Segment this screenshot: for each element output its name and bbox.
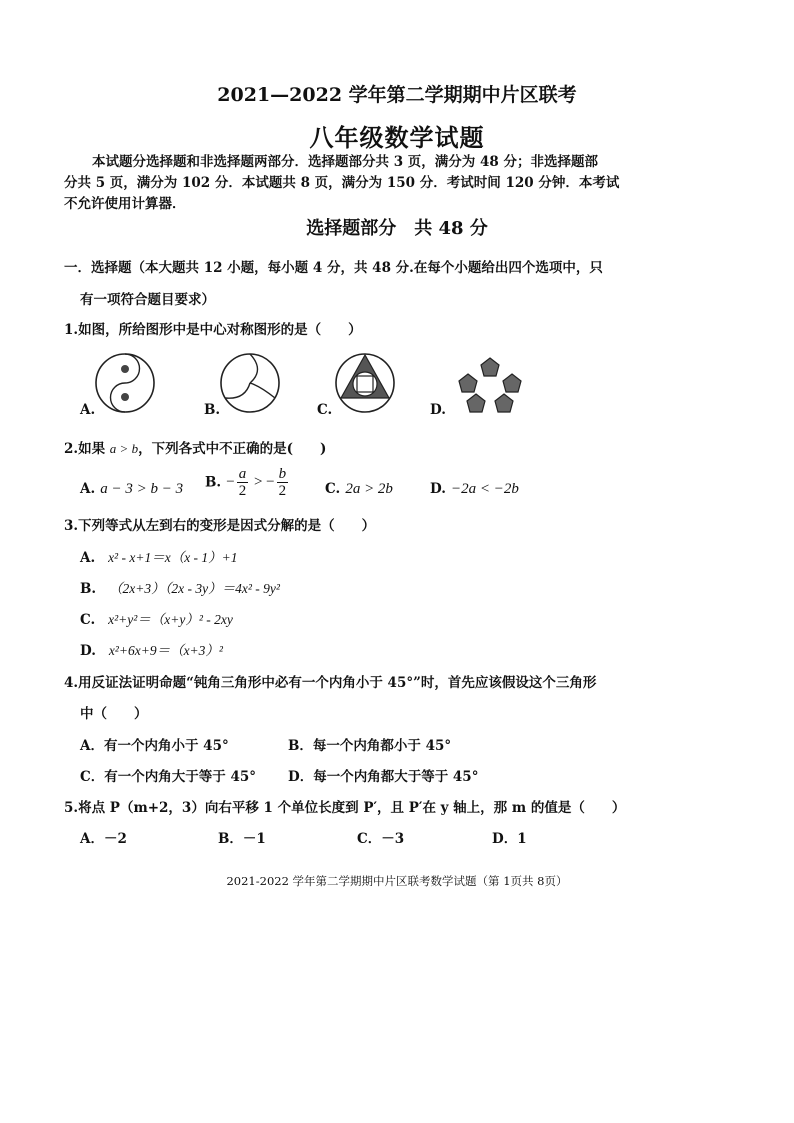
figure-b-spiral-icon [221, 354, 279, 412]
figure-a-yin-yang-icon [96, 354, 154, 412]
question-3-option-d: D. x²+6x+9＝（x+3）² [80, 643, 223, 659]
exam-title: 2021—2022 学年第二学期期中片区联考 [217, 84, 577, 106]
question-2-option-a: A. a − 3 > b − 3 [80, 481, 184, 497]
question-3-option-a: A. x² - x+1＝x（x - 1）+1 [80, 550, 238, 566]
question-5-option-a: A．－2 [80, 831, 127, 847]
part-heading-line-1: 一．选择题（本大题共 12 小题，每小题 4 分，共 48 分.在每个小题给出四个选项中，只 [64, 260, 603, 276]
part-heading-line-2: 有一项符合题目要求） [80, 292, 215, 308]
question-5-option-d: D．1 [492, 831, 527, 847]
question-1-stem: 1.如图，所给图形中是中心对称图形的是（ ） [64, 322, 362, 338]
question-2-option-b: B. − $\frac{a}{2}$ > − $\frac{b}{2}$ [205, 466, 287, 499]
question-2-stem: 2.如果 a > b，下列各式中不正确的是( ) [64, 441, 327, 457]
question-1-option-d-label: D. [430, 402, 446, 418]
question-5-option-b: B．－1 [218, 831, 266, 847]
question-4-stem-line-1: 4.用反证法证明命题“钝角三角形中必有一个内角小于 45°”时，首先应该假设这个三角形 [64, 675, 597, 691]
question-4-option-d: D．每一个内角都大于等于 45° [288, 769, 479, 785]
question-1-option-a-label: A. [80, 402, 96, 418]
question-4-option-a: A．有一个内角小于 45° [80, 738, 229, 754]
question-3-stem: 3.下列等式从左到右的变形是因式分解的是（ ） [64, 518, 376, 534]
figure-c-triangle-square-icon [336, 354, 394, 412]
instructions-line-3: 不允许使用计算器． [64, 196, 186, 212]
question-1-figures [60, 350, 540, 420]
page-footer: 2021-2022 学年第二学期期中片区联考数学试题（第 1页共 8页） [226, 874, 568, 888]
question-3-option-b: B. （2x+3）（2x - 3y）＝4x² - 9y² [80, 581, 280, 597]
instructions-line-2: 分共 5 页，满分为 102 分．本试题共 8 页，满分为 150 分．考试时间 120 分钟．本考试 [64, 175, 620, 191]
question-5-option-c: C．－3 [357, 831, 405, 847]
question-4-option-b: B．每一个内角都小于 45° [288, 738, 452, 754]
question-2-option-d: D. −2a < −2b [430, 481, 519, 497]
question-1-option-b-label: B. [204, 402, 221, 418]
question-4-option-c: C．有一个内角大于等于 45° [80, 769, 256, 785]
section-title: 选择题部分 共 48 分 [306, 218, 488, 239]
figure-d-pentagons-icon [459, 358, 521, 412]
question-4-stem-line-2: 中（ ） [80, 706, 148, 722]
question-2-option-c: C. 2a > 2b [325, 481, 393, 497]
exam-subtitle: 八年级数学试题 [309, 123, 485, 152]
instructions-line-1: 本试题分选择题和非选择题两部分．选择题部分共 3 页，满分为 48 分；非选择题部 [92, 154, 598, 170]
question-5-stem: 5.将点 P（m+2，3）向右平移 1 个单位长度到 P′，且 P′在 y 轴上，那 m 的值是（ ） [64, 800, 626, 816]
question-1-option-c-label: C. [317, 402, 333, 418]
question-3-option-c: C. x²+y²＝（x+y）² - 2xy [80, 612, 233, 628]
exam-instructions [64, 152, 620, 215]
